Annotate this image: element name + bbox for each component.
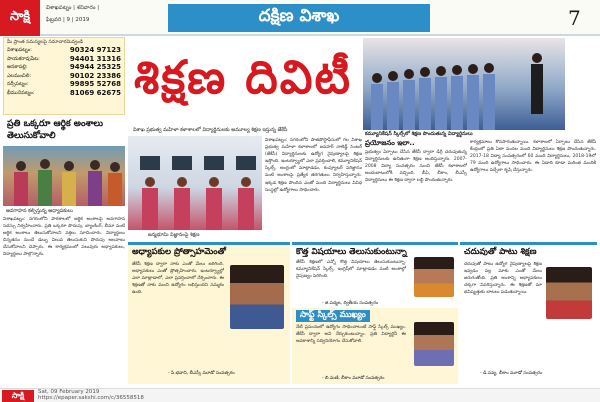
testimonial-headline: కొత్త విషయాలు తెలుసుకుంటున్నా — [296, 247, 407, 257]
testimonial-body: నేటి ప్రపంచంలో ఉద్యోగం సాధించాలంటే సాఫ్ట్ స్కిల్స్ ముఖ్యం. జేకేసీ ద్వారా అవి నేర్చుకుంటున్నాం. ప్రతి విద్యార్థినీ ఈ అవకాశాన్ని సద్వినియోగం చేసుకోవాలి. — [296, 325, 406, 345]
contact-row — [7, 72, 121, 81]
contact-place: విశాఖపట్నం: — [7, 47, 32, 53]
testimonial-box-4 — [460, 242, 597, 384]
footer-date: Sat, 09 February 2019 — [38, 389, 100, 395]
contact-intro: మీ ప్రాంత సమస్యలపై సమాచారమివ్వండి — [7, 40, 84, 45]
main-story-col2: ప్రభుత్వం ఏర్పాటు చేసిన జేకేసీ ద్వారా డిగ్రీ చదువుతున్న విద్యార్థినులకు ఉచితంగా శిక్షణ అందిస్తున్నారు. 2007-2008 విద్యా సంవత్సరం నుంచి జేకేసీ కళాశాలలో అందుబాటులోకి వచ్చింది. బీఏ, బీకాం, బీఎస్సీ విద్యార్థినులు ఈ శిక్షణ ద్వారా లబ్ధి పొందుతున్నారు. — [365, 150, 467, 184]
contact-number: 94401 31316 — [69, 54, 121, 63]
contact-row — [7, 89, 121, 98]
contact-place: ఎలమంచిలి: — [7, 72, 32, 79]
contact-place: భీమునిపట్నం: — [7, 89, 35, 96]
testimonial-body: జేకేసీ శిక్షణ ద్వారా నాకు ఎంతో మేలు జరిగింది. అధ్యాపకులు ఎంతో ప్రోత్సహించారు. ఇంటర్వ్యూల్లో ఎలా మాట్లాడాలో, ఎలా ప్రవర్తించాలో నేర్పించారు. ఈ శిక్షణతో నాకు మంచి ఉద్యోగం లభిస్తుందని నమ్మకం ఉంది. — [132, 262, 224, 296]
student-photo — [414, 322, 454, 366]
teachers-photo-illustration — [3, 146, 125, 206]
contact-number: 90102 23386 — [69, 71, 121, 80]
left-story-body: విశాఖపట్నం: నగరంలోని పాఠశాలలో ఆర్థిక అంశాలపై అవగాహన సదస్సు నిర్వహించారు. ప్రతి ఒక్కరూ పొదుపు, బ్యాంకింగ్, బీమా వంటి ఆర్థిక అంశాలు తెలుసుకోవాలని వక్తలు సూచించారు. విద్యార్థులు చిన్నతనం నుంచే డబ్బు విలువ తెలుసుకుని పొదుపు అలవాటు చేసుకోవాలని చెప్పారు. ఈ కార్యక్రమంలో పలువురు అధ్యాపకులు, విద్యార్థులు పాల్గొన్నారు. — [3, 217, 125, 258]
testimonial-box-2 — [292, 242, 458, 306]
testimonial-signature: - బి.మణి, బీకాం మూడో సంవత్సరం — [322, 376, 385, 381]
contact-row — [7, 63, 121, 72]
contact-place: నర్సీపట్నం: — [7, 81, 29, 87]
contact-number: 81069 62675 — [69, 88, 121, 97]
testimonial-headline: అధ్యాపకుల ప్రోత్సాహమెంతో — [132, 247, 226, 257]
left-story-headline[interactable]: ప్రతి ఒక్కరూ ఆర్థిక అంశాలు తెలుసుకోవాలి — [7, 119, 104, 141]
contact-place: పాయకరావుపేట: — [7, 55, 40, 62]
contact-row — [7, 55, 121, 64]
left-story-photo — [3, 146, 125, 206]
contact-number: 90324 97123 — [69, 46, 121, 54]
sakshi-logo[interactable]: సాక్షి — [0, 0, 40, 36]
student-photo — [414, 257, 454, 297]
masthead — [0, 0, 600, 36]
main-headline[interactable]: శిక్షణ దివిటీ — [133, 50, 353, 104]
computer-lab-illustration — [128, 136, 262, 230]
footer-logo[interactable]: సాక్షి — [2, 390, 34, 402]
training-session-photo — [363, 38, 565, 130]
contact-place: అనకాపల్లి: — [7, 64, 28, 70]
student-photo — [546, 267, 592, 319]
contact-row — [7, 80, 121, 89]
student-photo — [230, 265, 284, 329]
testimonial-signature: - డి.నవ్య, బీకాం మూడో సంవత్సరం — [480, 371, 543, 376]
page-number: 7 — [568, 6, 581, 30]
contact-number: 94944 25325 — [69, 63, 121, 71]
computer-lab-caption: జన్మభూమి విజ్ఞానంపై శిక్షణ — [148, 232, 200, 238]
training-session-caption: కమ్యూనికేషన్ స్కిల్స్‌లో శిక్షణ పొందుతున్న విద్యార్థినులు — [365, 131, 473, 137]
main-story-col1: విశాఖపట్నం: నగరంలోని పాతపోస్టాఫీసులో గల విశాఖ ప్రభుత్వ మహిళా కళాశాలలో జవహర్ నాలెడ్జ్ సెంటర్ (జేకేసీ) విద్యార్థినులకు ఉద్యోగ నైపుణ్యాలపై శిక్షణ ఇస్తోంది. ఇంటర్వ్యూలో ఎలా ప్రవర్తించాలి, కమ్యూనికేషన్ స్కిల్స్, ఆంగ్లంలో మాట్లాడడం, కంప్యూటర్ పరిజ్ఞానం వంటి అంశాలపై ప్రత్యేక తరగతులు నిర్వహిస్తున్నారు. ఇక్కడ శిక్షణ పొందిన ఎంతో మంది విద్యార్థినులు వివిధ సంస్థల్లో ఉద్యోగాలు సాధించారు. — [265, 138, 362, 193]
testimonial-box-1 — [128, 242, 290, 384]
contact-row — [7, 46, 121, 55]
edition-date-line2: ఫిబ్రవరి | 9 | 2019 — [46, 17, 90, 23]
main-story-subheading: ప్రయోజనం ఇలా.. — [365, 139, 415, 147]
epaper-footer — [0, 388, 600, 402]
edition-date-line1: విశాఖపట్నం | శనివారం | — [46, 5, 100, 11]
contact-numbers-box — [3, 37, 125, 115]
testimonial-headline: సాఫ్ట్ స్కిల్స్ ముఖ్యం — [296, 310, 370, 322]
contact-number: 99895 52768 — [69, 80, 121, 88]
main-subhead: విశాఖ ప్రభుత్వ మహిళా కళాశాలలో విద్యార్థినులకు అమూల్య శిక్షణ ఇస్తున్న జేకేసీ — [133, 127, 288, 133]
section-title: దక్షిణ విశాఖ — [168, 4, 430, 32]
computer-lab-photo — [128, 136, 262, 230]
training-session-illustration — [363, 38, 565, 130]
left-story-caption: అవగాహన కల్పిస్తున్న అధ్యాపకులు — [6, 208, 73, 214]
main-story-col3: కార్యక్రమాలు కొనసాగుతున్నాయి. కళాశాలలో ఏర్పాటు చేసిన జేకేసీ కేంద్రంలో ప్రతి ఏటా వందల మంది విద్యార్థినులు శిక్షణ పొందుతున్నారు. 2017-18 విద్యా సంవత్సరంలో 60 మంది విద్యార్థినులు, 2018-19లో 79 మంది ఉద్యోగాలు సాధించారు. ఈ ఏడాది కూడా మరింత మందికి ఉద్యోగాలు వచ్చేలా కృషి చేస్తున్నారు. — [470, 140, 596, 174]
testimonial-body: జేకేసీ శిక్షణలో ఎన్నో కొత్త విషయాలు తెలుసుకుంటున్నా. కమ్యూనికేషన్ స్కిల్స్, ఇంగ్లిష్‌లో మాట్లాడడం వంటి అంశాల్లో నైపుణ్యం పెరిగింది. — [296, 260, 406, 280]
testimonial-signature: - జి.పద్మజ, ద్వితీయ సంవత్సరం — [322, 301, 379, 306]
footer-url[interactable]: https://epaper.sakshi.com/c/36558518 — [38, 395, 144, 401]
testimonial-body: చదువుతో పాటు ఉద్యోగ నైపుణ్యాలపై శిక్షణ ఇవ్వడం వల్ల మాకు ఎంతో మేలు జరుగుతోంది. ప్రతి అంశాన్ని అధ్యాపకులు చక్కగా వివరిస్తున్నారు. ఈ శిక్షణతో మా భవిష్యత్తుకు బాటలు పడుతున్నాయి. — [464, 262, 542, 296]
testimonial-signature: - పి.భవాని, బీఎస్సీ మూడో సంవత్సరం — [168, 371, 235, 376]
testimonial-headline: చదువుతో పాటు శిక్షణ — [464, 247, 537, 257]
testimonial-box-3 — [292, 308, 458, 384]
